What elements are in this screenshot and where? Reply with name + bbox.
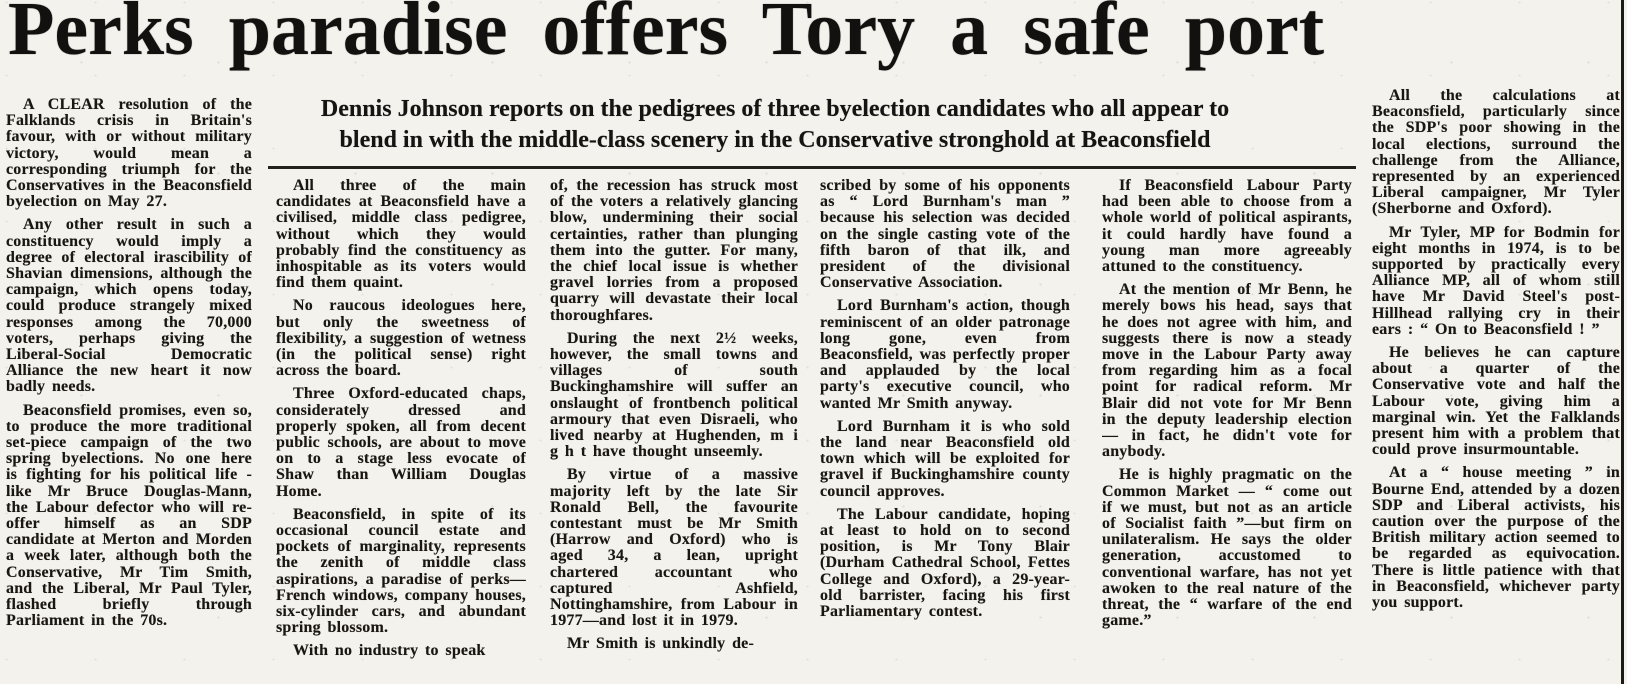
- paragraph-continuation: scribed by some of his opponents as “ Lord Burnham's man ” because his selection was decided on the single casting vote of the fifth baron of that ilk, and president of the divisional Conservative Association.: [820, 178, 1070, 292]
- paragraph-continuation: of, the recession has struck most of the voters a relatively glancing blow, undermining their social certainties, rather than plunging them into the gutter. For many, the chief local issue is whether gravel lorries from a proposed quarry will devastate their local thoroughfares.: [550, 178, 798, 324]
- paragraph: Beaconsfield promises, even so, to produce the more traditional set-piece campaign of the two spring byelections. No one here is fighting for his political life - like Mr Bruce Douglas-Mann, the Labour defector who will re-offer himself as an SDP candidate at Merton and Morden a week later, although both the Conservative, Mr Tim Smith, and the Liberal, Mr Paul Tyler, flashed briefly through Parliament in the 70s.: [6, 401, 252, 630]
- standfirst-line-2: blend in with the middle-class scenery in the Conservative stronghold at Beaconsfield: [339, 127, 1211, 153]
- column-4: [820, 178, 1070, 678]
- paragraph: Beaconsfield, in spite of its occasional council estate and pockets of marginality, represents the zenith of middle class aspirations, a paradise of perks—French windows, company houses, six-cylinder cars, and abundant spring blossom.: [276, 505, 526, 637]
- paragraph: He believes he can capture about a quarter of the Conservative vote and half the Labour vote, giving him a marginal win. Yet the Falklands present him with a problem that could prove insurmountable.: [1372, 344, 1620, 459]
- headline: Perks paradise offers Tory a safe port: [8, 0, 1325, 71]
- paragraph: All three of the main candidates at Beaconsfield have a civilised, middle class pedigree, without which they would probably find the constituency as inhospitable as its voters would find them quaint.: [276, 178, 526, 292]
- column-6: [1372, 88, 1620, 678]
- paragraph: Any other result in such a constituency would imply a degree of electoral irascibility of Shavian dimensions, although the campaign, which opens today, could produce strangely mixed responses among the 70,000 voters, perhaps giving the Liberal-Social Democratic Alliance the new heart it now badly needs.: [6, 216, 252, 396]
- paragraph: Lord Burnham's action, though reminiscent of an older patronage long gone, even from Beaconsfield, was perfectly proper and applauded by the local party's executive council, who wanted Mr Smith anyway.: [820, 297, 1070, 412]
- paragraph: If Beaconsfield Labour Party had been able to choose from a whole world of political aspirants, it could hardly have found a young man more agreeably attuned to the constituency.: [1102, 178, 1352, 276]
- paragraph: With no industry to speak: [293, 642, 486, 660]
- paragraph: No raucous ideologues here, but only the sweetness of flexibility, a suggestion of wetness (in the political sense) right across the board.: [276, 297, 526, 380]
- page-edge-rule: [1621, 0, 1624, 684]
- paragraph: Mr Smith is unkindly de-: [567, 635, 754, 653]
- standfirst-line-1: Dennis Johnson reports on the pedigrees of three byelection candidates who all appear to: [320, 96, 1230, 122]
- paragraph: He is highly pragmatic on the Common Market — “ come out if we must, but not as an article of Socialist faith ”—but firm on unilateralism. He says the older generation, accustomed to conventional warfare, has not yet awoken to the real nature of the threat, the “ warfare of the end game.”: [1102, 466, 1352, 630]
- paragraph: All the calculations at Beaconsfield, particularly since the SDP's poor showing in the local elections, surround the challenge from the Alliance, represented by an experienced Liberal campaigner, Mr Tyler (Sherborne and Oxford).: [1372, 88, 1620, 218]
- column-3: [550, 178, 798, 678]
- column-1: [6, 97, 252, 677]
- paragraph: Three Oxford-educated chaps, considerately dressed and properly spoken, all from decent public schools, are about to move on to a stage less evocate of Shaw than William Douglas Home.: [276, 385, 526, 500]
- standfirst: [268, 94, 1282, 156]
- paragraph: At the mention of Mr Benn, he merely bows his head, says that he does not agree with him, and suggests there is now a steady move in the Labour Party away from regarding him as a focal point for radical reform. Mr Blair did not vote for Mr Benn in the deputy leadership election — in fact, he didn't vote for anybody.: [1102, 281, 1352, 461]
- paragraph: During the next 2½ weeks, however, the small towns and villages of south Buckinghamshire will suffer an onslaught of frontbench political armoury that even Disraeli, who lived nearby at Hughenden, m i g h t have thought unseemly.: [550, 329, 798, 461]
- paragraph: Lord Burnham it is who sold the land near Beaconsfield old town which will be exploited for gravel if Buckinghamshire county council approves.: [820, 417, 1070, 500]
- paragraph: A CLEAR resolution of the Falklands crisis in Britain's favour, with or without military victory, would mean a corresponding triumph for the Conservatives in the Beaconsfield byelection on May 27.: [6, 97, 252, 211]
- paragraph: The Labour candidate, hoping at least to hold on to second position, is Mr Tony Blair (Durham Cathedral School, Fettes College and Oxford), a 29-year-old barrister, facing his first Parliamentary contest.: [820, 505, 1070, 621]
- paragraph: By virtue of a massive majority left by the late Sir Ronald Bell, the favourite contestant must be Mr Smith (Harrow and Oxford) who is aged 34, a lean, upright chartered accountant who captured Ashfield, Nottinghamshire, from Labour in 1977—and lost it in 1979.: [550, 466, 798, 630]
- paragraph: Mr Tyler, MP for Bodmin for eight months in 1974, is to be supported by practically every Alliance MP, all of whom still have Mr David Steel's post-Hillhead rallying cry in their ears : “ On to Beaconsfield ! ”: [1372, 223, 1620, 338]
- column-5: [1102, 178, 1352, 678]
- column-2: [276, 178, 526, 678]
- paragraph: At a “ house meeting ” in Bourne End, attended by a dozen SDP and Liberal activists, his caution over the purpose of the British military action seemed to be regarded as equivocation. There is little patience with that in Beaconsfield, whichever party you support.: [1372, 464, 1620, 612]
- standfirst-divider-rule: [268, 166, 1356, 169]
